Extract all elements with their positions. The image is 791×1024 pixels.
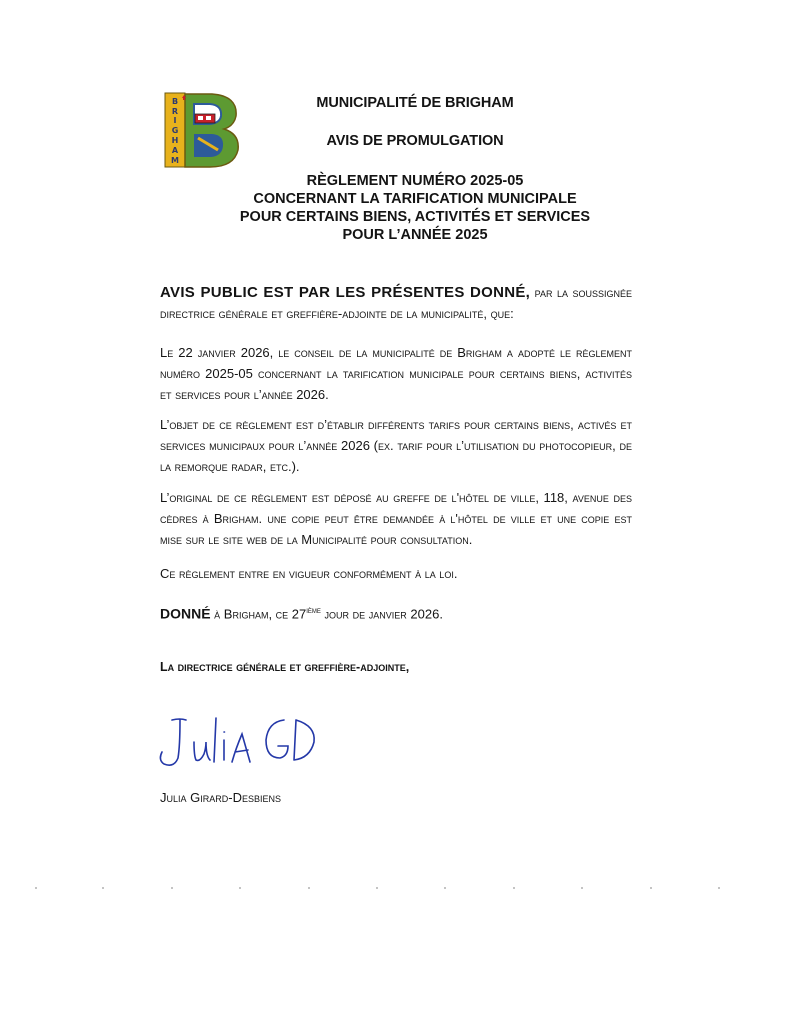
public-notice-rest: par la soussignée directrice générale et greffière-adjointe de la municipalité, que: xyxy=(160,285,632,321)
notice-type: AVIS DE PROMULGATION xyxy=(326,133,504,149)
signatory-name: Julia Girard-Desbiens xyxy=(160,790,281,805)
given-superscript: ième xyxy=(306,605,321,615)
given-place-date: à Brigham, ce 27 xyxy=(210,606,307,622)
svg-text:R: R xyxy=(171,107,179,116)
public-notice-lead: AVIS PUBLIC EST PAR LES PRÉSENTES DONNÉ, xyxy=(160,284,531,301)
svg-text:I: I xyxy=(173,116,177,125)
svg-text:B: B xyxy=(171,97,179,106)
adoption-paragraph: Le 22 janvier 2026, le conseil de la municipalité de Brigham a adopté le règlement numéro 2025-05 concernant la tarification municipale pour certains biens, activités et services pour l’année 2026. xyxy=(160,345,632,402)
given-line xyxy=(160,600,632,624)
given-lead: DONNÉ xyxy=(160,605,211,622)
given-date-end: jour de janvier 2026. xyxy=(320,606,443,622)
municipality-name: MUNICIPALITÉ DE BRIGHAM xyxy=(316,95,514,111)
bylaw-title-line: RÈGLEMENT NUMÉRO 2025-05 xyxy=(306,173,524,189)
svg-text:M: M xyxy=(171,156,179,165)
bylaw-title-line: CONCERNANT LA TARIFICATION MUNICIPALE xyxy=(253,191,577,207)
svg-text:A: A xyxy=(171,146,179,155)
bylaw-title-line: POUR L’ANNÉE 2025 xyxy=(342,227,488,243)
svg-text:H: H xyxy=(171,136,179,145)
bylaw-title xyxy=(180,172,650,244)
scan-artifacts xyxy=(0,884,791,892)
object-paragraph: L’objet de ce règlement est d’établir différents tarifs pour certains biens, activés et services municipaux pour l’année 2026 (ex. tarif pour l’utilisation du photocopieur, de la remorque radar, etc.). xyxy=(160,417,632,474)
bylaw-title-line: POUR CERTAINS BIENS, ACTIVITÉS ET SERVICES xyxy=(239,209,591,225)
public-notice-intro xyxy=(160,282,632,324)
signatory-title: La directrice générale et greffière-adjointe, xyxy=(160,660,410,674)
logo-text xyxy=(171,97,179,165)
handwritten-signature xyxy=(150,706,320,776)
svg-text:G: G xyxy=(171,126,179,135)
deposit-paragraph: L’original de ce règlement est déposé au greffe de l'hôtel de ville, 118, avenue des cèdres à Brigham. une copie peut être demandée à l'hôtel de ville et une copie est mise sur le site web de la Municipalité pour consultation. xyxy=(160,490,632,547)
effective-paragraph: Ce règlement entre en vigueur conformément à la loi. xyxy=(160,566,458,581)
